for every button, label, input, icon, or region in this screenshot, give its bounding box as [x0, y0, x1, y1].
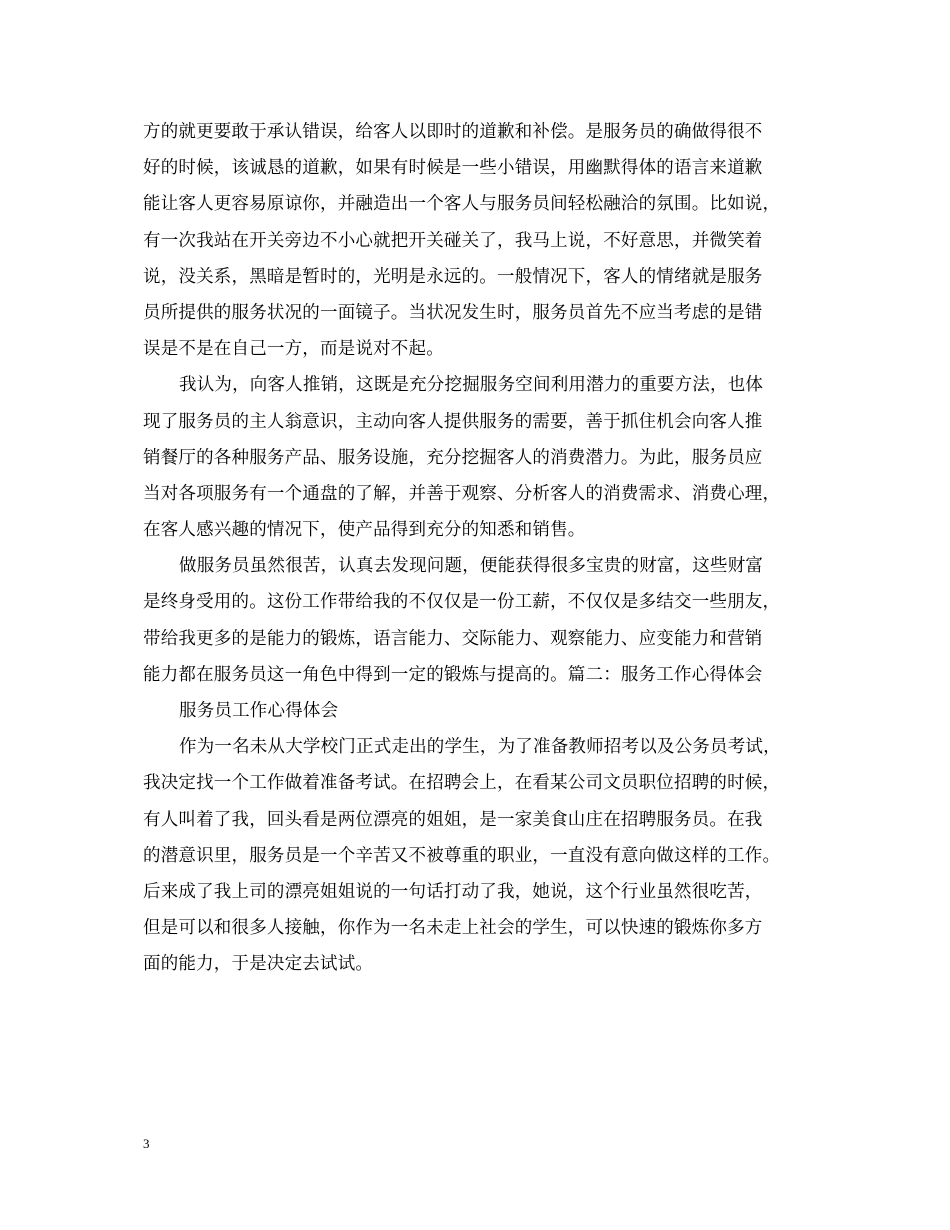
section-heading: 服务员工作心得体会	[179, 701, 339, 721]
text-line: 的潜意识里，服务员是一个辛苦又不被尊重的职业，一直没有意向做这样的工作。	[143, 845, 781, 866]
text-line: 销餐厅的各种服务产品、服务设施，充分挖掘客人的消费潜力。为此，服务员应	[143, 447, 763, 468]
text-line: 好的时候，该诚恳的道歉，如果有时候是一些小错误，用幽默得体的语言来道歉	[143, 158, 763, 179]
text-line: 有人叫着了我，回头看是两位漂亮的姐姐，是一家美食山庄在招聘服务员。在我	[143, 809, 763, 830]
text-line: 我认为，向客人推销，这既是充分挖掘服务空间利用潜力的重要方法，也体	[179, 375, 764, 396]
text-line: 有一次我站在开关旁边不小心就把开关碰关了，我马上说，不好意思，并微笑着	[143, 230, 763, 251]
text-line: 能让客人更容易原谅你，并融造出一个客人与服务员间轻松融洽的氛围。比如说，	[143, 194, 781, 215]
page-number: 3	[143, 1136, 150, 1151]
text-line: 当对各项服务有一个通盘的了解，并善于观察、分析客人的消费需求、消费心理，	[143, 483, 781, 504]
text-line: 但是可以和很多人接触，你作为一名未走上社会的学生，可以快速的锻炼你多方	[143, 918, 763, 939]
text-line: 是终身受用的。这份工作带给我的不仅仅是一份工薪，不仅仅是多结交一些朋友，	[143, 592, 781, 613]
text-line: 能力都在服务员这一角色中得到一定的锻炼与提高的。篇二：服务工作心得体会	[143, 664, 763, 685]
text-line: 现了服务员的主人翁意识，主动向客人提供服务的需要，善于抓住机会向客人推	[143, 411, 763, 432]
text-line: 误是不是在自己一方，而是说对不起。	[143, 339, 444, 360]
text-line: 在客人感兴趣的情况下，使产品得到充分的知悉和销售。	[143, 520, 586, 541]
body-text	[143, 114, 823, 983]
text-line: 方的就更要敢于承认错误，给客人以即时的道歉和补偿。是服务员的确做得很不	[143, 122, 763, 142]
text-line: 做服务员虽然很苦，认真去发现问题，便能获得很多宝贵的财富，这些财富	[179, 556, 764, 577]
text-line: 面的能力，于是决定去试试。	[143, 954, 374, 975]
text-line: 我决定找一个工作做着准备考试。在招聘会上，在看某公司文员职位招聘的时候，	[143, 773, 781, 794]
text-line: 后来成了我上司的漂亮姐姐说的一句话打动了我，她说，这个行业虽然很吃苦，	[143, 881, 763, 902]
text-line: 带给我更多的是能力的锻炼，语言能力、交际能力、观察能力、应变能力和营销	[143, 628, 763, 649]
text-line: 员所提供的服务状况的一面镜子。当状况发生时，服务员首先不应当考虑的是错	[143, 302, 763, 323]
text-line: 说，没关系，黑暗是暂时的，光明是永远的。一般情况下，客人的情绪就是服务	[143, 266, 763, 287]
text-line: 作为一名未从大学校门正式走出的学生，为了准备教师招考以及公务员考试，	[179, 737, 781, 758]
